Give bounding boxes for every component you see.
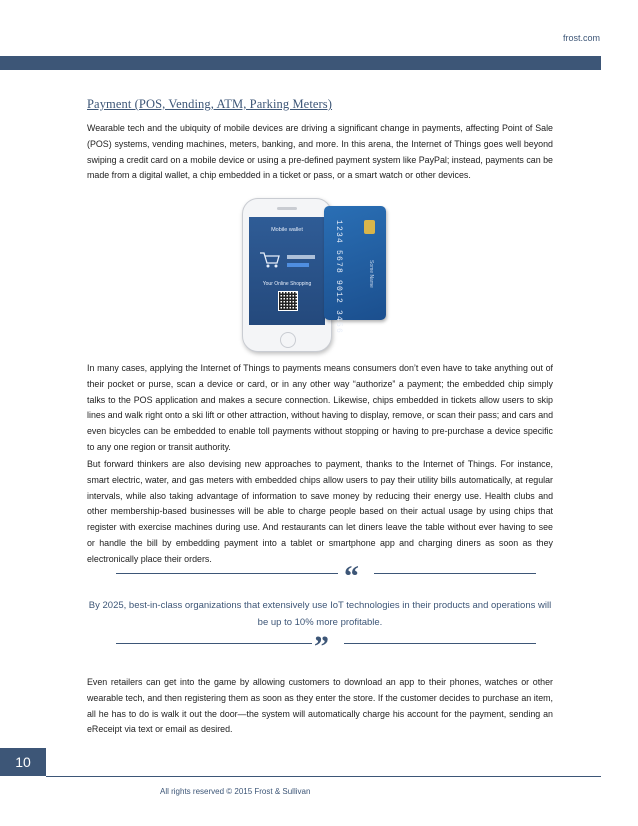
quote-rule-bottom-right [344,643,536,644]
card-number: 1234 5678 9012 3456 [334,220,343,335]
phone-screen [249,217,325,325]
smartphone-icon [242,198,332,352]
card-chip-icon [364,220,375,234]
footer-rule [46,776,601,777]
home-button-icon [280,332,296,348]
close-quote-icon: ” [314,630,329,663]
quote-rule-bottom-left [116,643,312,644]
header-bar [0,56,601,70]
footer-copyright: All rights reserved © 2015 Frost & Sullivan [160,787,311,796]
mobile-wallet-illustration [230,196,410,356]
paragraph-forward-thinkers: But forward thinkers are also devising new approaches to payment, thanks to the Internet of Things. For instance, smart electric, water, and gas meters with embedded chips allow users to pay their utility bills automatically, at regular intervals, while also taking advantage of information to save money by reducing their energy use. Health clubs and other membership-based businesses will be able to charge people based on their actual usage by using chips that register with exercise machines during use. And restaurants can let diners leave the table without ever having to see or handle the bill by embedding payment into a tablet or smartphone app and charging diners as soon as they electronically place their orders. [87,459,553,564]
shopping-cart-icon [259,251,281,269]
screen-bar-accent [287,263,309,267]
screen-caption: Your Online Shopping [262,281,312,287]
paragraph-intro: Wearable tech and the ubiquity of mobile devices are driving a significant change in payments, affecting Point of Sale (POS) systems, vending machines, meters, banking, and more. In this arena, the Internet of Things goes well beyond swiping a credit card on a mobile device or using a pre-defined payment system like PayPal; instead, payments can be made from a digital wallet, a chip embedded in a ticket or pass, or a smart watch or other devices. [87,123,553,181]
phone-speaker [277,207,297,210]
card-holder-name: Some Name [368,260,374,288]
qr-code-icon [278,291,298,311]
credit-card-icon [324,206,386,335]
quote-rule-top-right [374,573,536,574]
section-title: Payment (POS, Vending, ATM, Parking Meters) [87,97,333,111]
screen-title: Mobile wallet [271,227,303,233]
page-number: 10 [0,748,46,776]
screen-bar [287,255,315,259]
paragraph-chips: In many cases, applying the Internet of Things to payments means consumers don’t even have to take anything out of their pocket or purse, scan a device or card, or in any other way “authorize” a payment; the embedded chip simply talks to the POS application and makes a secure connection. Likewise, chips embedded in tickets allow users to skip lines and walk right onto a ski lift or other attraction, without having to display, remove, or scan their pass; and cars and even bicycles can be embedded to enable toll payments without stopping or having to pre-purchase a device specific to any one region or transit authority. [87,363,554,452]
open-quote-icon: “ [344,560,359,593]
quote-rule-top-left [116,573,338,574]
paragraph-retailers: Even retailers can get into the game by allowing customers to download an app to their phones, watches or other wearable tech, and then registering them as soon as they enter the store. If the customer decides to purchase an item, all he has to do is walk it out the door—the system will automatically charge his account for the payment, sending an eReceipt via text or email as desired. [87,677,553,735]
pull-quote: By 2025, best-in-class organizations that extensively use IoT technologies in their products and operations will be up to 10% more profitable. [88,600,552,628]
site-url[interactable]: frost.com [562,33,600,43]
